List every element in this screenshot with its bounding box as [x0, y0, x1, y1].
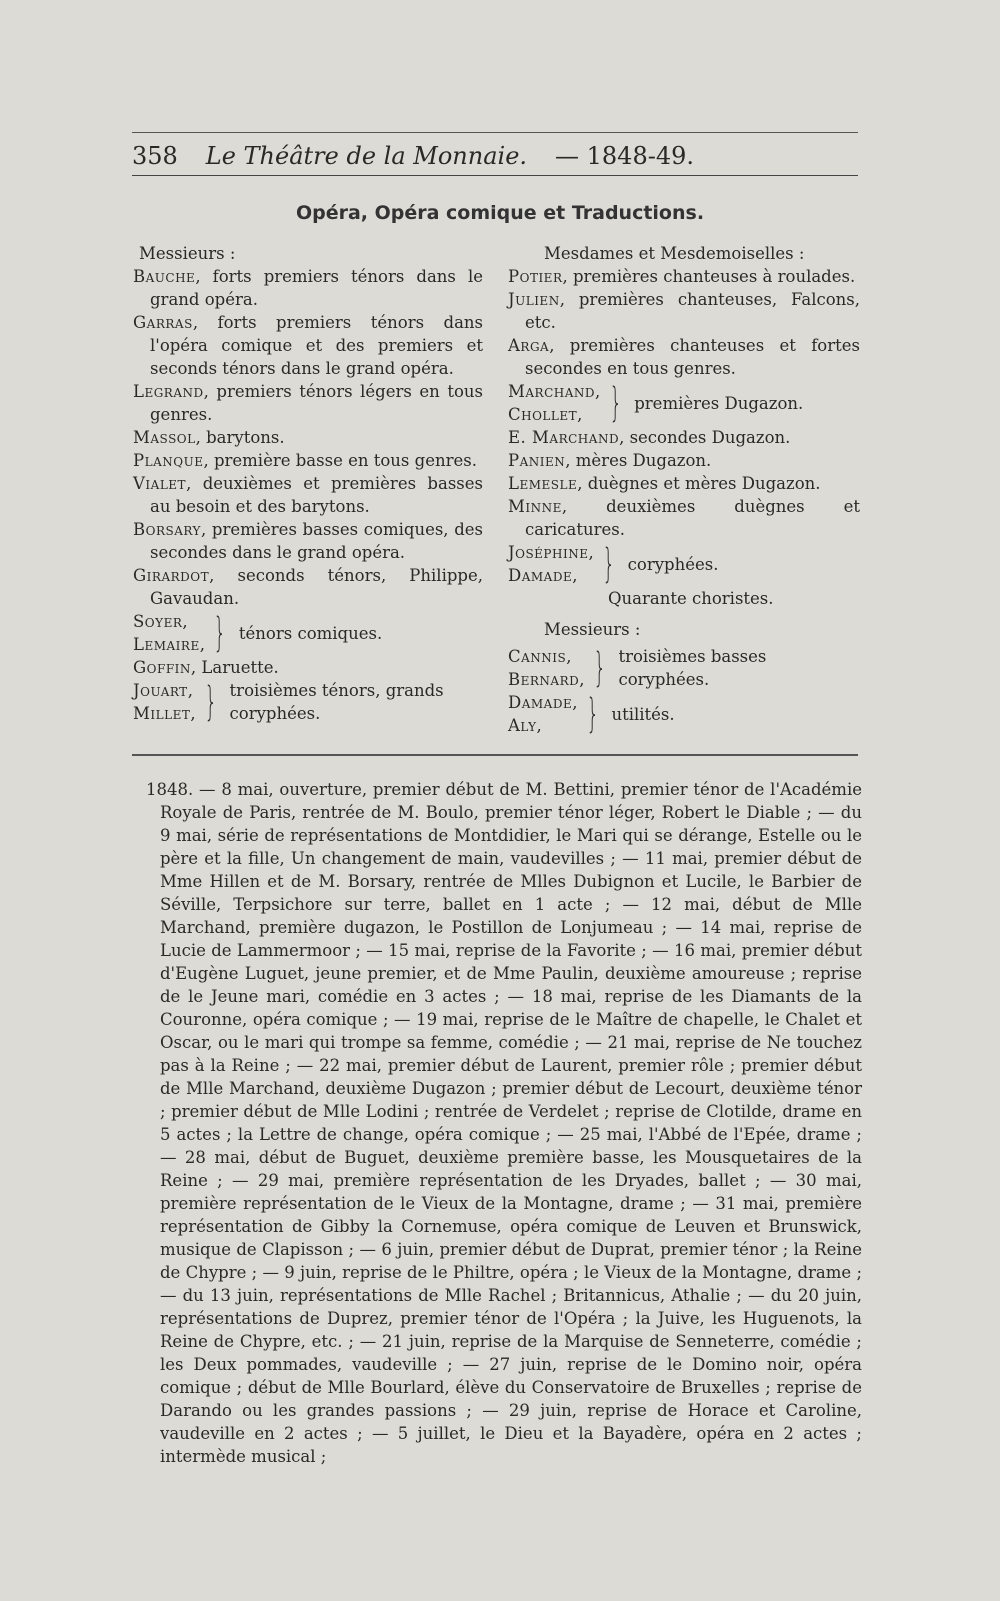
brace-group	[508, 691, 860, 737]
cast-entry: Girardot, seconds ténors, Philippe, Gavaudan.	[133, 566, 483, 608]
cast-entry: Arga, premières chanteuses et fortes secondes en tous genres.	[508, 336, 860, 378]
right-column	[508, 242, 860, 737]
group-role: premières Dugazon.	[634, 393, 804, 413]
brace-group	[508, 541, 860, 587]
cast-entry: Julien, premières chanteuses, Falcons, etc.	[508, 290, 860, 332]
top-rule	[132, 132, 858, 133]
brace-group	[508, 645, 860, 691]
cast-name: Marchand,	[508, 382, 601, 401]
cast-name: Millet,	[133, 704, 197, 723]
cast-name: Bernard,	[508, 670, 585, 689]
section-rule	[132, 754, 858, 756]
cast-entry: Bauche, forts premiers ténors dans le grand opéra.	[133, 267, 483, 309]
cast-name: Chollet,	[508, 405, 583, 424]
brace-icon: }	[213, 610, 227, 656]
group-role: troisièmes basses coryphées.	[618, 647, 767, 689]
cast-name: Damade,	[508, 693, 578, 712]
right-header: Mesdames et Mesdemoiselles :	[544, 244, 805, 263]
brace-icon: }	[593, 645, 607, 691]
cast-entry: Massol, barytons.	[133, 428, 285, 447]
cast-entry: Planque, première basse en tous genres.	[133, 451, 477, 470]
cast-entry: E. Marchand, secondes Dugazon.	[508, 428, 791, 447]
cast-entry: Garras, forts premiers ténors dans l'opéra comique et des premiers et seconds ténors dans le grand opéra.	[133, 313, 483, 378]
group-role: coryphées.	[627, 554, 719, 574]
cast-entry: Goffin, Laruette.	[133, 658, 279, 677]
left-header: Messieurs :	[139, 244, 236, 263]
cast-name: Joséphine,	[508, 543, 595, 562]
cast-entry: Panien, mères Dugazon.	[508, 451, 712, 470]
cast-name: Lemaire,	[133, 635, 206, 654]
brace-icon: }	[602, 541, 616, 587]
page-number: 358	[132, 142, 178, 170]
group-role: troisièmes ténors, grands coryphées.	[229, 681, 444, 723]
group-role: utilités.	[611, 704, 675, 724]
cast-name: Cannis,	[508, 647, 572, 666]
brace-group	[508, 380, 860, 426]
left-column	[133, 242, 483, 725]
cast-entry: Borsary, premières basses comiques, des secondes dans le grand opéra.	[133, 520, 483, 562]
cast-entry: Legrand, premiers ténors légers en tous genres.	[133, 382, 483, 424]
head-rule	[132, 175, 858, 176]
cast-name: Jouart,	[133, 681, 194, 700]
brace-group	[133, 679, 483, 725]
cast-name: Soyer,	[133, 612, 189, 631]
running-head	[132, 142, 694, 176]
choristes: Quarante choristes.	[608, 589, 774, 608]
brace-icon: }	[204, 679, 218, 725]
cast-entry: Vialet, deuxièmes et premières basses au besoin et des barytons.	[133, 474, 483, 516]
running-title: Le Théâtre de la Monnaie.	[205, 142, 528, 170]
chronicle-text: 1848. — 8 mai, ouverture, premier début de M. Bettini, premier ténor de l'Académie Royale de Paris, rentrée de M. Boulo, premier ténor léger, Robert le Diable ; — du 9 mai, série de représentations de Montdidier, le Mari qui se dérange, Estelle ou le père et la fille, Un changement de main, vaudevilles ; — 11 mai, premier début de Mme Hillen et de M. Borsary, rentrée de Mlles Dubignon et Lucile, le Barbier de Séville, Terpsichore sur terre, ballet en 1 acte ; — 12 mai, début de Mlle Marchand, première dugazon, le Postillon de Lonjumeau ; — 14 mai, reprise de Lucie de Lammermoor ; — 15 mai, reprise de la Favorite ; — 16 mai, premier début d'Eugène Luguet, jeune premier, et de Mme Paulin, deuxième amoureuse ; reprise de le Jeune mari, comédie en 3 actes ; — 18 mai, reprise de les Diamants de la Couronne, opéra comique ; — 19 mai, reprise de le Maître de chapelle, le Chalet et Oscar, ou le mari qui trompe sa femme, comédie ; — 21 mai, reprise de Ne touchez pas à la Reine ; — 22 mai, premier début de Laurent, premier rôle ; premier début de Mlle Marchand, deuxième Dugazon ; premier début de Lecourt, deuxième ténor ; premier début de Mlle Lodini ; rentrée de Verdelet ; reprise de Clotilde, drame en 5 actes ; la Lettre de change, opéra comique ; — 25 mai, l'Abbé de l'Epée, drame ; — 28 mai, début de Buguet, deuxième première basse, les Mousquetaires de la Reine ; — 29 mai, première représentation de les Dryades, ballet ; — 30 mai, première représentation de le Vieux de la Montagne, drame ; — 31 mai, première représentation de Gibby la Cornemuse, opéra comique de Leuven et Brunswick, musique de Clapisson ; — 6 juin, premier début de Duprat, premier ténor ; la Reine de Chypre ; — 9 juin, reprise de le Philtre, opéra ; le Vieux de la Montagne, drame ; — du 13 juin, représentations de Mlle Rachel ; Britannicus, Athalie ; — du 20 juin, représentations de Duprez, premier ténor de l'Opéra ; la Juive, les Huguenots, la Reine de Chypre, etc. ; — 21 juin, reprise de la Marquise de Senneterre, comédie ; les Deux pommades, vaudeville ; — 27 juin, reprise de le Domino noir, opéra comique ; début de Mlle Bourlard, élève du Conservatoire de Bruxelles ; reprise de Darando ou les grandes passions ; — 29 juin, reprise de Horace et Caroline, vaudeville en 2 actes ; — 5 juillet, le Dieu et la Bayadère, opéra en 2 actes ; intermède musical ;	[146, 780, 862, 1466]
right-header-2: Messieurs :	[544, 620, 641, 639]
cast-name: Damade,	[508, 566, 578, 585]
chronicle	[146, 778, 862, 1468]
cast-name: Aly,	[508, 716, 543, 735]
brace-group	[133, 610, 483, 656]
section-title: Opéra, Opéra comique et Traductions.	[295, 202, 705, 224]
cast-entry: Lemesle, duègnes et mères Dugazon.	[508, 474, 821, 493]
running-season: — 1848-49.	[555, 142, 694, 170]
cast-entry: Potier, premières chanteuses à roulades.	[508, 267, 856, 286]
brace-icon: }	[609, 380, 622, 426]
brace-icon: }	[586, 691, 600, 737]
group-role: ténors comiques.	[238, 623, 383, 643]
cast-entry: Minne, deuxièmes duègnes et caricatures.	[508, 497, 860, 539]
